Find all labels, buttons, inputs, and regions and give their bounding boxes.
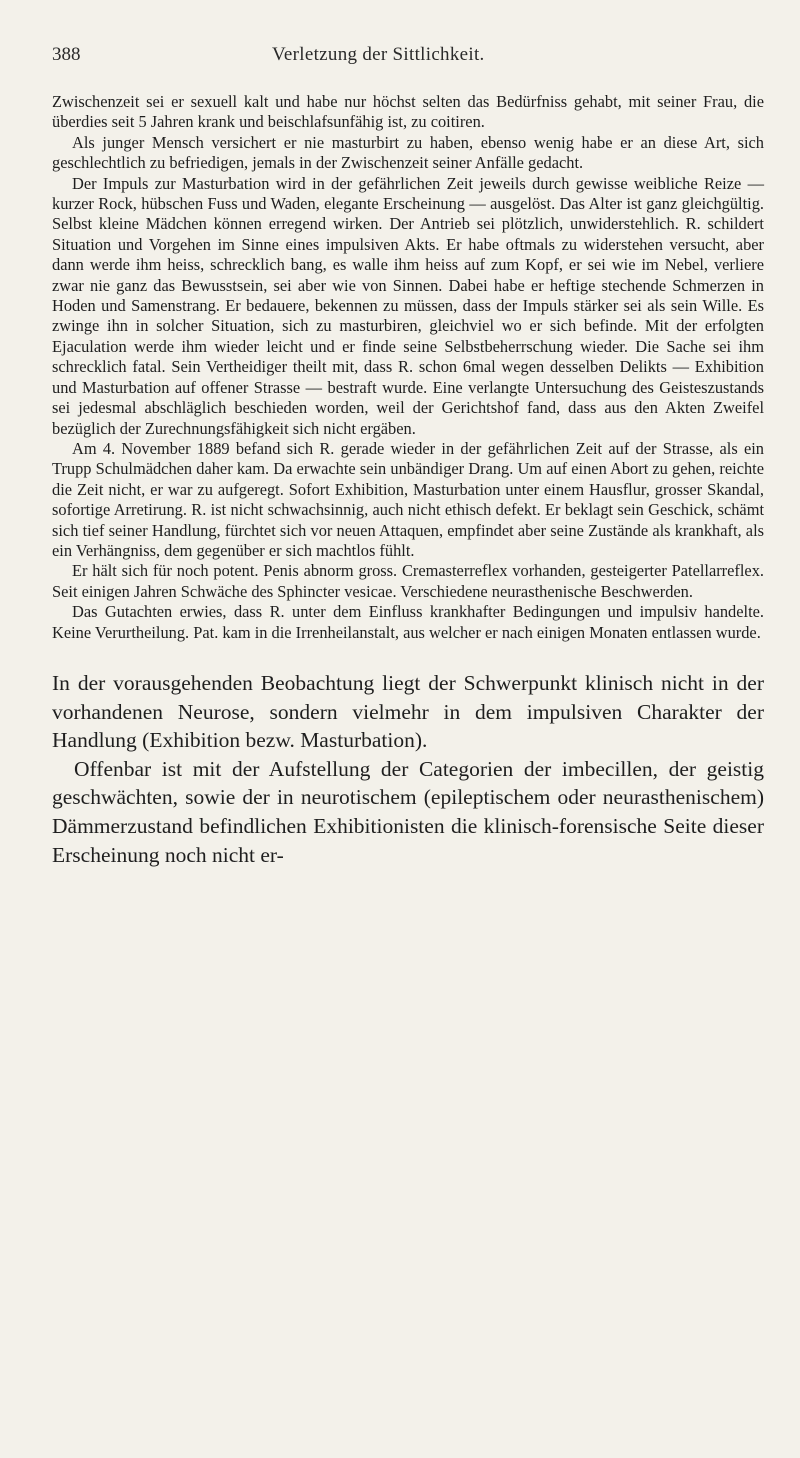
discussion-text: [52, 669, 764, 869]
case-paragraph: Der Impuls zur Masturbation wird in der gefährlichen Zeit jeweils durch gewisse weibliche Reize — kurzer Rock, hübschen Fuss und Waden, elegante Erscheinung — ausgelöst. Das Alter ist ganz gleichgültig. Selbst kleine Mädchen können erregend wirken. Der Antrieb sei plötzlich, unwiderstehlich. R. schildert Situation und Vorgehen im Sinne eines impulsiven Akts. Er habe oftmals zu widerstehen versucht, aber dann werde ihm heiss, schrecklich bang, es walle ihm heiss auf zum Kopf, er sei wie im Nebel, verliere zwar nie ganz das Bewusstsein, sei aber wie von Sinnen. Dabei habe er heftige stechende Schmerzen in Hoden und Samenstrang. Er bedauere, bekennen zu müssen, dass der Impuls stärker sei als sein Wille. Es zwinge ihn in solcher Situation, sich zu masturbiren, gleichviel wo er sich befinde. Mit der erfolgten Ejaculation werde ihm wieder leicht und er finde seine Selbstbeherrschung wieder. Die Sache sei ihm schrecklich fatal. Sein Vertheidiger theilt mit, dass R. schon 6mal wegen desselben Delikts — Exhibition und Masturbation auf offener Strasse — bestraft wurde. Eine verlangte Untersuchung des Geisteszustands sei jedesmal abschläglich beschieden worden, weil der Gerichtshof fand, dass aus den Akten Zweifel bezüglich der Zurechnungsfähigkeit sich nicht ergäben.: [52, 173, 764, 438]
page-header: [52, 44, 764, 78]
case-paragraph: Am 4. November 1889 befand sich R. gerade wieder in der gefährlichen Zeit auf der Strasse, als ein Trupp Schulmädchen daher kam. Da erwachte sein unbändiger Drang. Um auf einen Abort zu gehen, reichte die Zeit nicht, er war zu aufgeregt. Sofort Exhibition, Masturbation unter einem Hausflur, grosser Skandal, sofortige Arretirung. R. ist nicht schwachsinnig, auch nicht ethisch defekt. Er beklagt sein Geschick, schämt sich tief seiner Handlung, fürchtet sich vor neuen Attaquen, empfindet aber seine Zustände als krankhaft, als ein Verhängniss, dem gegenüber er sich machtlos fühlt.: [52, 438, 764, 560]
book-page: [52, 44, 764, 869]
case-paragraph: Das Gutachten erwies, dass R. unter dem Einfluss krankhafter Bedingungen und impulsiv handelte. Keine Verurtheilung. Pat. kam in die Irrenheilanstalt, aus welcher er nach einigen Monaten entlassen wurde.: [52, 602, 764, 642]
case-report-text: [52, 92, 764, 643]
running-title: Verletzung der Sittlichkeit.: [272, 44, 485, 65]
case-paragraph: Als junger Mensch versichert er nie masturbirt zu haben, ebenso wenig habe er an diese Art, sich geschlechtlich zu befriedigen, jemals in der Zwischenzeit seiner Anfälle gedacht.: [52, 132, 764, 173]
page-number: 388: [52, 44, 81, 65]
discussion-paragraph: In der vorausgehenden Beobachtung liegt der Schwerpunkt klinisch nicht in der vorhandenen Neurose, sondern vielmehr in dem impulsiven Charakter der Handlung (Exhibition bezw. Masturbation).: [52, 670, 764, 753]
discussion-paragraph: Offenbar ist mit der Aufstellung der Categorien der imbecillen, der geistig geschwächten, sowie der in neurotischem (epileptischem oder neurasthenischem) Dämmerzustand befindlichen Exhibitionisten die klinisch-forensische Seite dieser Erscheinung noch nicht er-: [52, 756, 764, 867]
case-paragraph: Er hält sich für noch potent. Penis abnorm gross. Cremasterreflex vorhanden, gesteigerter Patellarreflex. Seit einigen Jahren Schwäche des Sphincter vesicae. Verschiedene neurasthenische Beschwerden.: [52, 561, 764, 601]
case-paragraph: Zwischenzeit sei er sexuell kalt und habe nur höchst selten das Bedürfniss gehabt, mit seiner Frau, die überdies seit 5 Jahren krank und beischlafsunfähig ist, zu coitiren.: [52, 92, 764, 132]
